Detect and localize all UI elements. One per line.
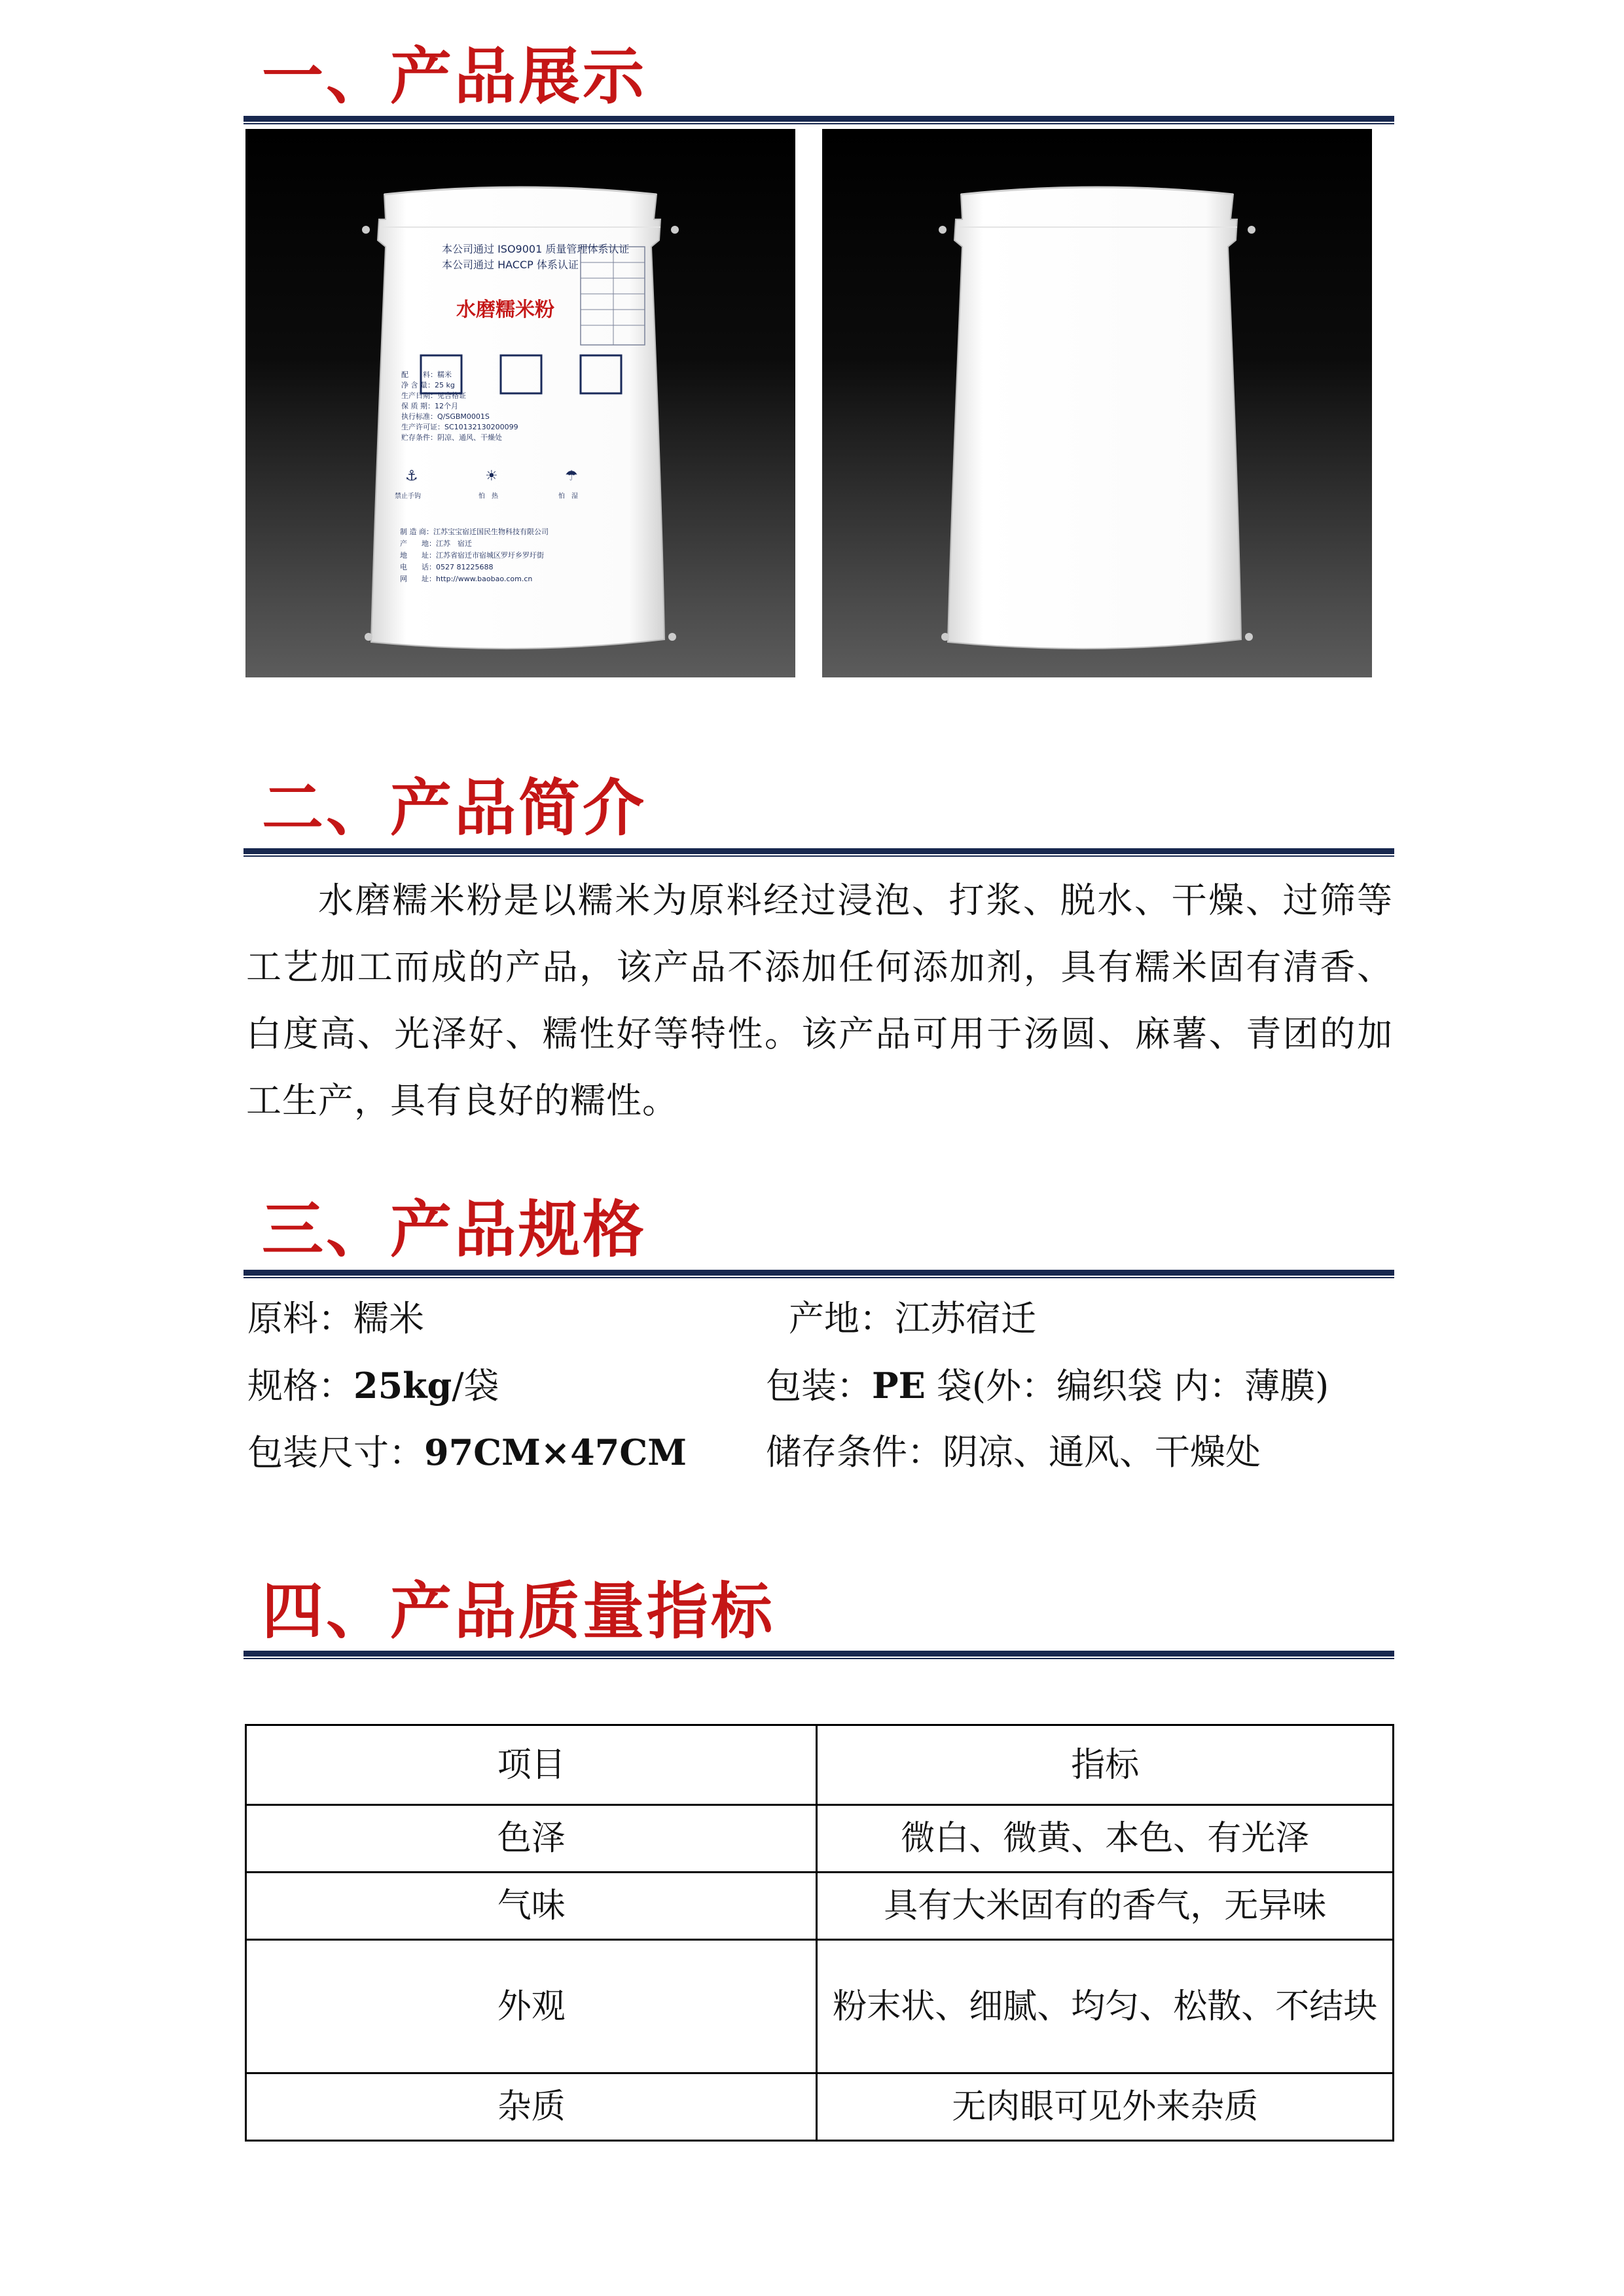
bag-maker-line: 网 址：http://www.baobao.com.cn [400,575,533,583]
table-header-cell: 项目 [246,1725,817,1805]
quality-table [245,1724,1394,2142]
section-divider [244,848,1394,854]
keep-away-heat-icon: ☀ [485,468,498,484]
bag-cert-line-2: 本公司通过 HACCP 体系认证 [442,259,579,271]
bag-info-line: 生产许可证：SC10132130200099 [401,423,518,431]
no-hook-icon: ⚓ [405,468,418,484]
table-header-row [246,1725,1394,1805]
bag-info-line: 贮存条件：阴凉、通风、干燥处 [401,433,502,442]
section-title-specs: 三、产品规格 [262,1194,647,1266]
spec-packaging [766,1365,1329,1407]
spec-number: 25kg [353,1365,452,1407]
table-cell-value: 微白、微黄、本色、有光泽 [817,1805,1394,1873]
spec-label: 产地： [789,1298,895,1339]
rice-bag-front-illustration [245,129,795,677]
section-divider [244,1270,1394,1276]
bag-icon-caption: 怕 湿 [558,493,578,500]
spec-number: 97CM×47CM [424,1431,687,1473]
table-cell-value: 粉末状、细腻、均匀、松散、不结块 [817,1940,1394,2073]
bag-info-line: 保 质 期：12个月 [401,402,458,410]
spec-label: 包装： [766,1365,872,1407]
spec-number: PE [872,1365,926,1407]
spec-material [247,1298,424,1339]
table-cell-item: 杂质 [246,2073,817,2141]
table-row [246,1873,1394,1940]
intro-paragraph: 水磨糯米粉是以糯米为原料经过浸泡、打浆、脱水、干燥、过筛等工艺加工而成的产品，该产品不添加任何添加剂，具有糯米固有清香、白度高、光泽好、糯性好等特性。该产品可用于汤圆、麻薯、青团的加工生产，具有良好的糯性。 [246,880,1393,1121]
spec-label: 规格： [247,1365,353,1407]
spec-value: 江苏宿迁 [895,1298,1036,1339]
table-row [246,1805,1394,1873]
bag-product-name: 水磨糯米粉 [456,298,554,321]
spec-package-dimensions [247,1431,687,1473]
spec-size [247,1365,499,1407]
keep-dry-umbrella-icon: ☂ [565,468,578,484]
bag-info-line: 执行标准：Q/SGBM0001S [401,412,490,421]
spec-label: 原料： [247,1298,353,1339]
rice-bag-back-illustration [822,129,1372,677]
section-divider [244,1651,1394,1657]
spec-label: 包装尺寸： [247,1432,424,1473]
spec-value: 袋(外：编织袋 内：薄膜) [925,1365,1329,1407]
bag-icon-caption: 禁止手钩 [395,493,421,500]
bag-maker-line: 地 址：江苏省宿迁市宿城区罗圩乡罗圩街 [400,551,544,560]
product-photo-back [822,129,1372,677]
section-divider [244,116,1394,122]
table-cell-item: 气味 [246,1873,817,1940]
bag-maker-line: 电 话：0527 81225688 [400,563,494,571]
spec-origin [789,1298,1036,1339]
spec-value: /袋 [452,1365,499,1407]
section-title-quality: 四、产品质量指标 [262,1575,776,1647]
bag-cert-line-1: 本公司通过 ISO9001 质量管理体系认证 [442,243,630,255]
section-title-intro: 二、产品简介 [262,772,647,844]
table-cell-value: 具有大米固有的香气，无异味 [817,1873,1394,1940]
spec-storage [766,1431,1261,1473]
bag-maker-line: 制 造 商：江苏宝宝宿迁国民生物科技有限公司 [400,528,549,536]
section-title-showcase: 一、产品展示 [262,41,647,113]
spec-label: 储存条件： [766,1431,943,1473]
bag-info-line: 净 含 量：25 kg [401,381,455,389]
table-row [246,1940,1394,2073]
bag-info-line: 配 料：糯米 [401,370,452,379]
spec-value: 阴凉、通风、干燥处 [943,1431,1261,1473]
bag-maker-line: 产 地：江苏 宿迁 [400,539,472,548]
table-row [246,2073,1394,2141]
table-header-cell: 指标 [817,1725,1394,1805]
bag-info-line: 生产日期：见合格证 [401,391,466,400]
spec-value: 糯米 [353,1298,424,1339]
bag-icon-caption: 怕 热 [478,493,498,500]
table-cell-value: 无肉眼可见外来杂质 [817,2073,1394,2141]
table-cell-item: 外观 [246,1940,817,2073]
table-cell-item: 色泽 [246,1805,817,1873]
product-photo-front [245,129,795,677]
